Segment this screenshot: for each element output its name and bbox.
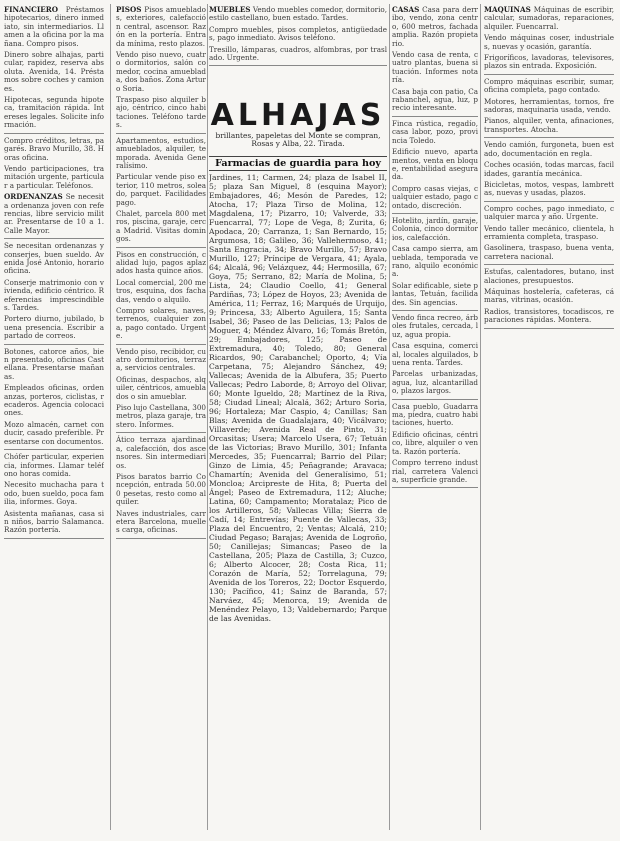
- ad-separator-rule: [116, 133, 206, 134]
- classified-ad: [116, 96, 206, 130]
- classified-ad: [392, 245, 478, 279]
- classified-ad-text: Mozo almacén, carnet conducir, casado preferible. Presentarse con documentos.: [4, 419, 104, 446]
- classified-ad: [484, 117, 614, 134]
- classified-ad: [4, 165, 104, 190]
- classified-ad: [392, 431, 478, 456]
- classified-ad: [116, 51, 206, 93]
- classified-ad: [4, 384, 104, 418]
- classified-column-2: [116, 6, 206, 828]
- classified-ad: [392, 459, 478, 484]
- ad-separator-rule: [484, 328, 614, 329]
- classified-ad: [4, 279, 104, 313]
- classified-ad-text: Gasolinera, traspaso, buena venta, carretera nacional.: [484, 243, 614, 261]
- classified-ad-heading: MÁQUINAS: [484, 6, 531, 14]
- classified-ad-text: Pisos amueblados, exteriores, calefacción central, ascensor. Razón en la portería. Entrada mínima, resto plazos.: [116, 6, 206, 48]
- classified-ad-text: Vendo muebles comedor, dormitorio, estilo castellano, buen estado. Tardes.: [209, 6, 387, 23]
- classified-ad: [4, 6, 104, 48]
- classified-ad-text: Finca rústica, regadío, casa labor, pozo, provincia Toledo.: [392, 118, 478, 145]
- classified-ad-text: Chalet, parcela 800 metros, piscina, garaje, cerca Madrid. Visitas domingos.: [116, 208, 206, 244]
- classified-ad-text: Vendo casa de renta, cuatro plantas, buena situación. Informes notaría.: [392, 50, 478, 85]
- classified-ad: [392, 185, 478, 210]
- classified-ad-text: Compro muebles, pisos completos, antigüedades, pago inmediato. Avisos teléfono.: [209, 24, 387, 43]
- classified-ad-text: Hipotecas, segunda hipoteca, tramitación rápida. Intereses legales. Solicite información.: [4, 95, 104, 130]
- classified-ad: [484, 181, 614, 198]
- classified-ad-text: Máquinas de escribir, calcular, sumadoras, reparaciones, alquiler. Fuencarral.: [484, 6, 614, 31]
- classified-ad: [484, 98, 614, 115]
- classified-ad: [484, 54, 614, 71]
- classified-ad: [392, 6, 478, 48]
- classified-ad-text: Compro créditos, letras, pagarés. Bravo Murillo, 38. Horas oficina.: [4, 135, 104, 162]
- classified-ad: [4, 51, 104, 93]
- classified-ad: [209, 46, 387, 63]
- classified-ad-text: Frigoríficos, lavadoras, televisores, plazos sin entrada. Exposición.: [484, 53, 614, 71]
- classified-ad-text: Vendo finca recreo, árboles frutales, cercada, luz, agua propia.: [392, 313, 478, 339]
- classified-ad: [4, 481, 104, 506]
- classified-ad: [116, 436, 206, 470]
- ad-separator-rule: [4, 538, 104, 539]
- column-divider: [207, 4, 208, 830]
- classified-ad: [392, 148, 478, 182]
- ad-separator-rule: [484, 201, 614, 202]
- classified-ad-text: Compro máquinas escribir, sumar, oficina completa, pago contado.: [484, 76, 614, 95]
- classified-ad-text: Necesito muchacha para todo, buen sueldo, poca familia, informes. Goya.: [4, 480, 104, 507]
- classified-ad: [484, 161, 614, 178]
- classified-ad-text: Tresillo, lámparas, cuadros, alfombras, por traslado. Urgente.: [209, 44, 387, 63]
- column-divider: [389, 4, 390, 830]
- ad-separator-rule: [4, 344, 104, 345]
- classified-ad-text: Pianos, alquiler, venta, afinaciones, transportes. Atocha.: [484, 116, 614, 134]
- classified-ad: [392, 88, 478, 113]
- classified-ad-text: Se necesita ordenanza joven con referencias, libre servicio militar. Presentarse de 10 a 1. Calle Mayor.: [4, 192, 104, 235]
- classified-ad: [392, 282, 478, 307]
- ad-separator-rule: [392, 116, 478, 117]
- classified-ad: [484, 225, 614, 242]
- ad-separator-rule: [484, 137, 614, 138]
- classified-ad-heading: PISOS: [116, 6, 142, 14]
- classified-ad: [116, 348, 206, 373]
- classified-ad: [209, 26, 387, 43]
- classified-ad-text: Vendo piso nuevo, cuatro dormitorios, salón comedor, cocina amueblada, dos baños. Zona Arturo Soria.: [116, 50, 206, 93]
- classified-ad: [4, 510, 104, 535]
- classified-ad-heading: FINANCIERO: [4, 6, 58, 14]
- classified-ad-text: Estufas, calentadores, butano, instalaciones, presupuestos.: [484, 267, 614, 285]
- classified-ad: [392, 51, 478, 85]
- classified-ad-text: Coches ocasión, todas marcas, facilidades, garantía mecánica.: [484, 160, 614, 178]
- classified-ad-text: Vendo participaciones, tramitación urgente, particular a particular. Teléfonos.: [4, 163, 104, 190]
- classified-ad: [484, 141, 614, 158]
- classified-ad-text: Dinero sobre alhajas, particular, rapidez, reserva absoluta. Avenida, 14. Préstamos sobre coches y camiones.: [4, 50, 104, 93]
- ad-separator-rule: [116, 538, 206, 539]
- classified-ad: [484, 6, 614, 31]
- classified-ad-text: Radios, transistores, tocadiscos, reparaciones rápidas. Montera.: [484, 306, 614, 325]
- classified-column-3-top: [209, 6, 387, 96]
- column-divider: [480, 4, 481, 830]
- classified-ad: [4, 453, 104, 478]
- classified-ad: [392, 217, 478, 242]
- classified-ad: [116, 307, 206, 341]
- ad-separator-rule: [116, 247, 206, 248]
- classified-ad-text: Motores, herramientas, tornos, fresadoras, maquinaria usada, vendo.: [484, 96, 614, 115]
- classified-ad-text: Hotelito, jardín, garaje, Colonia, cinco dormitorios, calefacción.: [392, 215, 478, 242]
- classified-ad-text: Casa esquina, comercial, locales alquilados, buena renta. Tardes.: [392, 341, 478, 368]
- classified-ad: [4, 421, 104, 446]
- classified-ad: [4, 193, 104, 235]
- ad-separator-rule: [484, 264, 614, 265]
- classified-ad: [484, 205, 614, 222]
- classified-ad-text: Local comercial, 200 metros, esquina, dos fachadas, vendo o alquilo.: [116, 277, 206, 304]
- classified-ad: [4, 348, 104, 382]
- alhajas-subtitle: brillantes, papeletas del Monte se compran, Rosas y Alba, 22. Tirada.: [215, 131, 381, 149]
- classified-ad-text: Casa campo sierra, amueblada, temporada verano, alquilo económica.: [392, 244, 478, 279]
- ad-separator-rule: [392, 487, 478, 488]
- ad-separator-rule: [4, 449, 104, 450]
- classified-ad-text: Chófer particular, experiencia, informes. Llamar teléfono horas comida.: [4, 452, 104, 478]
- classified-ad: [116, 210, 206, 244]
- classified-ad-text: Solar edificable, siete plantas, Tetuán, facilidades. Sin agencias.: [392, 280, 478, 307]
- classified-ad-text: Particular vende piso exterior, 110 metros, soleado, parquet. Facilidades pago.: [116, 172, 206, 207]
- classified-column-1: [4, 6, 104, 828]
- classified-column-5: [484, 6, 614, 828]
- classified-ad-text: Casa baja con patio, Carabanchel, agua, luz, precio interesante.: [392, 86, 478, 113]
- classified-ad-text: Edificio oficinas, céntrico, libre, alquiler o venta. Razón portería.: [392, 429, 478, 456]
- classified-ad-text: Casa pueblo, Guadarrama, piedra, cuatro habitaciones, huerto.: [392, 401, 478, 428]
- classified-ad: [116, 404, 206, 429]
- classified-ad-text: Botones, catorce años, bien presentado, oficinas Castellana. Presentarse mañanas.: [4, 346, 104, 381]
- ad-separator-rule: [4, 133, 104, 134]
- alhajas-title: ALHAJAS: [210, 98, 386, 133]
- classified-ad-text: Parcelas urbanizadas, agua, luz, alcantarillado, plazos largos.: [392, 369, 478, 396]
- classified-ad-text: Apartamentos, estudios, amueblados, alquiler, temporada. Avenida Generalísimo.: [116, 135, 206, 170]
- classified-ad-text: Vendo taller mecánico, clientela, herramienta completa, traspaso.: [484, 223, 614, 241]
- ad-separator-rule: [392, 399, 478, 400]
- classified-ad-text: Casa para derribo, vendo, zona centro, 600 metros, fachada amplia. Razón propietario.: [392, 6, 478, 48]
- classified-ad-text: Compro solares, naves, terrenos, cualquier zona, pago contado. Urgente.: [116, 306, 206, 341]
- classified-ad: [4, 137, 104, 162]
- classified-ad: [116, 376, 206, 401]
- classified-ad-heading: CASAS: [392, 6, 420, 14]
- classified-ad-text: Vendo máquinas coser, industriales, nuevas y ocasión, garantía.: [484, 33, 614, 51]
- classified-ad-text: Traspaso piso alquiler bajo, céntrico, cinco habitaciones. Teléfono tardes.: [116, 95, 206, 130]
- classified-ad: [392, 370, 478, 395]
- ad-separator-rule: [116, 344, 206, 345]
- classified-ad: [4, 96, 104, 130]
- classified-ad-heading: ORDENANZAS: [4, 192, 63, 202]
- classified-ad: [116, 473, 206, 507]
- classified-ad-text: Bicicletas, motos, vespas, lambrettas, nuevas y usadas, plazos.: [484, 179, 614, 198]
- classified-ad: [392, 342, 478, 367]
- classified-ad: [116, 6, 206, 48]
- classified-ad: [484, 78, 614, 95]
- classified-ad: [116, 137, 206, 171]
- classified-ad-text: Edificio nuevo, apartamentos, venta en bloque, rentabilidad asegurada.: [392, 147, 478, 182]
- classified-ad: [116, 279, 206, 304]
- ad-separator-rule: [4, 238, 104, 239]
- classified-ad-text: Ático terraza ajardinada, calefacción, dos ascensores. Sin intermediarios.: [116, 435, 206, 470]
- classified-ad-text: Conserje matrimonio con vivienda, edificio céntrico. Referencias imprescindibles. Tardes.: [4, 277, 104, 312]
- classified-ad-text: Compro terreno industrial, carretera Valencia, superficie grande.: [392, 458, 478, 484]
- classified-ad: [484, 244, 614, 261]
- classified-ad: [484, 288, 614, 305]
- ad-separator-rule: [392, 213, 478, 214]
- classified-ad: [116, 173, 206, 207]
- classified-ad: [392, 314, 478, 339]
- pharmacies-list: Jardines, 11; Carmen, 24; plaza de Isabel II, 5; plaza San Miguel, 8 (esquina Mayor); Embajadores, 46; Mesón de Paredes, 12; Atocha, 17; Plaza Tirso de Molina, 12; Magdalena, 17; Pizarro, 10; Valverde, 33; Fuencarral, 77; Lope de Vega, 8; Zurita, 6; Apodaca, 20; Carranza, 1; San Bernardo, 15; Argumosa, 18; Galileo, 36; Vallehermoso, 41; Santa Engracia, 34; Bravo Murillo, 57; Bravo Murillo, 127; Príncipe de Vergara, 41; Ayala, 64; Alcalá, 96; Velázquez, 44; Hermosilla, 67; Goya, 75; Serrano, 82; María de Molina, 5; Lista, 24; Claudio Coello, 41; General Pardiñas, 73; López de Hoyos, 23; Avenida de América, 11; Ferraz, 16; Marqués de Urquijo, 9; Princesa, 33; Alberto Aguilera, 15; Santa Isabel, 36; Paseo de las Delicias, 13; Palos de Moguer, 4; Méndez Álvaro, 16; Tomás Bretón, 29; Embajadores, 125; Paseo de Extremadura, 40; Toledo, 80; General Ricardos, 90; Carabanchel; Oporto, 4; Vía Carpetana, 75; Alejandro Sánchez, 49; Vallecas; Avenida de la Albufera, 35; Puerto Vallecas; Pedro Laborde, 8; Arroyo del Olivar, 60; Monte Igueldo, 28; Martínez de la Riva, 58; Ciudad Lineal; Alcalá, 362; Arturo Soria, 96; Hortaleza; Mar Caspio, 4; Canillas; San Blas; Avenida de Guadalajara, 40; Vicálvaro; Villaverde; Avenida Real de Pinto, 31; Orcasitas; Usera; Marcelo Usera, 67; Tetuán de las Victorias; Bravo Murillo, 301; Infanta Mercedes, 35; Fuencarral; Barrio del Pilar; Ginzo de Limia, 45; Peñagrande; Aravaca; Chamartín; Avenida del Generalísimo, 51; Moncloa; Arcipreste de Hita, 8; Puerta del Ángel; Paseo de Extremadura, 112; Aluche; Latina, 60; Campamento; Moratalaz; Pico de los Artilleros, 58; Vallecas Villa; Sierra de Cadí, 14; Entrevías; Puente de Vallecas, 33; Plaza del Encuentro, 2; Ventas; Alcalá, 210; Ciudad Pegaso; Barajas; Avenida de Logroño, 50; Canillejas; Simancas; Paseo de la Castellana, 205; Plaza de Castilla, 3; Cuzco, 6; Alberto Alcocer, 28; Costa Rica, 11; Corazón de María, 52; Torrelaguna, 79; Avenida de los Toreros, 22; Doctor Esquerdo, 130; Pacífico, 41; Sainz de Baranda, 57; Narváez, 45; Menorca, 19; Avenida de Menéndez Pelayo, 13; Valdebernardo; Parque de las Avenidas.: [209, 173, 387, 623]
- classified-ad-text: Compro coches, pago inmediato, cualquier marca y año. Urgente.: [484, 203, 614, 222]
- classified-ad-text: Asistenta mañanas, casa sin niños, barrio Salamanca. Razón portería.: [4, 508, 104, 535]
- classified-ad: [116, 251, 206, 276]
- ad-separator-rule: [484, 74, 614, 75]
- classified-ad: [116, 510, 206, 535]
- classified-ad-text: Naves industriales, carretera Barcelona, muelles carga, oficinas.: [116, 508, 206, 535]
- classified-ad-text: Oficinas, despachos, alquiler, céntricos, amueblados o sin amueblar.: [116, 374, 206, 401]
- classified-ad: [4, 242, 104, 276]
- ad-separator-rule: [392, 310, 478, 311]
- column-divider: [110, 4, 111, 830]
- ad-separator-rule: [209, 65, 387, 66]
- classified-ad-text: Vendo piso, recibidor, cuatro dormitorios, terraza, servicios centrales.: [116, 346, 206, 373]
- classified-ad-heading: MUEBLES: [209, 6, 251, 14]
- alhajas-advertisement: [209, 100, 387, 152]
- classified-ad-text: Compro casas viejas, cualquier estado, pago contado, discreción.: [392, 183, 478, 210]
- classified-ad-text: Empleados oficinas, ordenanzas, porteros, ciclistas, recaderos. Agencia colocaciones.: [4, 383, 104, 418]
- classified-ad-text: Portero diurno, jubilado, buena presencia. Escribir apartado de correos.: [4, 314, 104, 341]
- classified-ad: [209, 6, 387, 23]
- classified-ad-text: Piso lujo Castellana, 300 metros, plaza garaje, trastero. Informes.: [116, 403, 206, 429]
- classified-ad-text: Vendo camión, furgoneta, buen estado, documentación en regla.: [484, 140, 614, 158]
- classified-ad-text: Se necesitan ordenanzas y conserjes, buen sueldo. Avenida José Antonio, horario oficina.: [4, 241, 104, 276]
- classified-ad: [484, 268, 614, 285]
- classified-ad: [392, 403, 478, 428]
- classified-ad: [392, 120, 478, 145]
- classified-column-4: [392, 6, 478, 828]
- classified-ad: [484, 34, 614, 51]
- classified-ad-text: Pisos baratos barrio Concepción, entrada 50.000 pesetas, resto como alquiler.: [116, 471, 206, 507]
- classified-ad-text: Pisos en construcción, calidad lujo, pagos aplazados hasta quince años.: [116, 249, 206, 276]
- pharmacies-title: Farmacias de guardia para hoy: [209, 157, 387, 171]
- classified-ad-text: Máquinas hostelería, cafeteras, cámaras, vitrinas, ocasión.: [484, 286, 614, 305]
- ad-separator-rule: [116, 432, 206, 433]
- classified-ad: [484, 308, 614, 325]
- pharmacies-on-duty-box: [209, 156, 387, 829]
- classified-ad-text: Préstamos hipotecarios, dinero inmediato, sin intermediarios. Llamen a la oficina por la mañana. Compro pisos.: [4, 6, 104, 48]
- classified-ad: [4, 315, 104, 340]
